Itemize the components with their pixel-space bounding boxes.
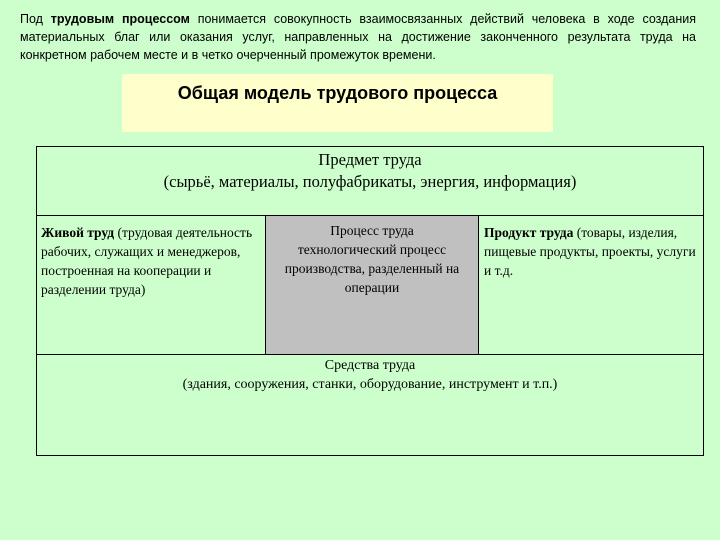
product-term: Продукт труда (484, 225, 574, 240)
labor-process-cell (266, 216, 478, 354)
diagram-title: Общая модель трудового процесса (177, 83, 498, 103)
subject-title: Предмет труда (318, 150, 422, 169)
product-detail: (товары, изделия, пищевые продукты, проекты, услуги и т.д. (484, 225, 696, 278)
divider-right (478, 215, 479, 354)
intro-text: понимается совокупность взаимосвязанных действий человека в ходе создания материальных благ или оказания услуг, направленных на достижение законченного результата труда на конкретном рабочем месте и в четко очерченный промежуток времени. (20, 12, 696, 62)
divider-bottom (37, 354, 703, 355)
subject-detail: (сырьё, материалы, полуфабрикаты, энергия, информация) (163, 172, 577, 191)
title-box (122, 74, 553, 132)
living-labor-cell (41, 223, 261, 299)
intro-term: трудовым процессом (50, 12, 190, 26)
subject-of-labor (37, 149, 703, 193)
living-labor-detail: (трудовая деятельность рабочих, служащих и менеджеров, построенная на кооперации и разделении труда) (41, 225, 253, 297)
intro-prefix: Под (20, 12, 51, 26)
intro-paragraph (20, 10, 696, 64)
means-title: Средства труда (324, 358, 416, 373)
product-of-labor-cell (484, 223, 700, 280)
process-title: Процесс труда (330, 223, 414, 238)
means-of-labor (37, 356, 703, 394)
living-labor-term: Живой труд (41, 225, 115, 240)
means-detail: (здания, сооружения, станки, оборудование, инструмент и т.п.) (182, 377, 558, 392)
labor-process-diagram (36, 146, 704, 456)
process-detail: технологический процесс производства, разделенный на операции (284, 242, 460, 295)
